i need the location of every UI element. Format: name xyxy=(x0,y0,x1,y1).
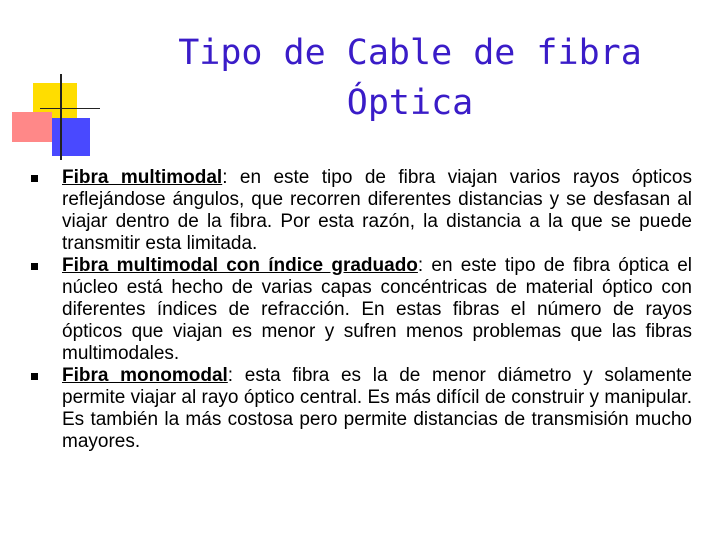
bullet-text xyxy=(62,167,692,255)
decor-vertical-line xyxy=(60,74,62,160)
slide-title-line-1: Tipo de Cable de fibra xyxy=(178,33,642,73)
square-bullet-icon xyxy=(31,175,38,182)
decor-blue-square xyxy=(52,118,90,156)
bullet-description: : esta fibra es la de menor diámetro y solamente permite viajar al rayo óptico central. Es más difícil de construir y manipular. Es también la más costosa pero permite distancias de transmisión mucho mayores. xyxy=(62,365,692,452)
bullet-description: : en este tipo de fibra óptica el núcleo está hecho de varias capas concéntricas de material óptico con diferentes índices de refracción. En estas fibras el número de rayos ópticos que viajan es menor y sufren menos problemas que las fibras multimodales. xyxy=(62,255,692,364)
bullet-text xyxy=(62,255,692,365)
bullet-term: Fibra multimodal xyxy=(62,167,223,188)
slide-title xyxy=(120,28,700,128)
slide-title-line-2: Óptica xyxy=(346,83,474,123)
bullet-item-monomodal xyxy=(28,365,692,453)
bullet-text xyxy=(62,365,692,453)
bullet-term: Fibra multimodal con índice graduado xyxy=(62,255,418,276)
bullet-term: Fibra monomodal xyxy=(62,365,228,386)
bullet-list xyxy=(28,167,692,453)
square-bullet-icon xyxy=(31,373,38,380)
square-bullet-icon xyxy=(31,263,38,270)
bullet-description: : en este tipo de fibra viajan varios rayos ópticos reflejándose ángulos, que recorren diferentes distancias y se desfasan al viajar dentro de la fibra. Por esta razón, la distancia a la que se puede transmitir esta limitada. xyxy=(62,167,692,254)
bullet-item-indice-graduado xyxy=(28,255,692,365)
decor-horizontal-line xyxy=(40,108,100,109)
decor-red-square xyxy=(12,112,52,142)
bullet-item-multimodal xyxy=(28,167,692,255)
